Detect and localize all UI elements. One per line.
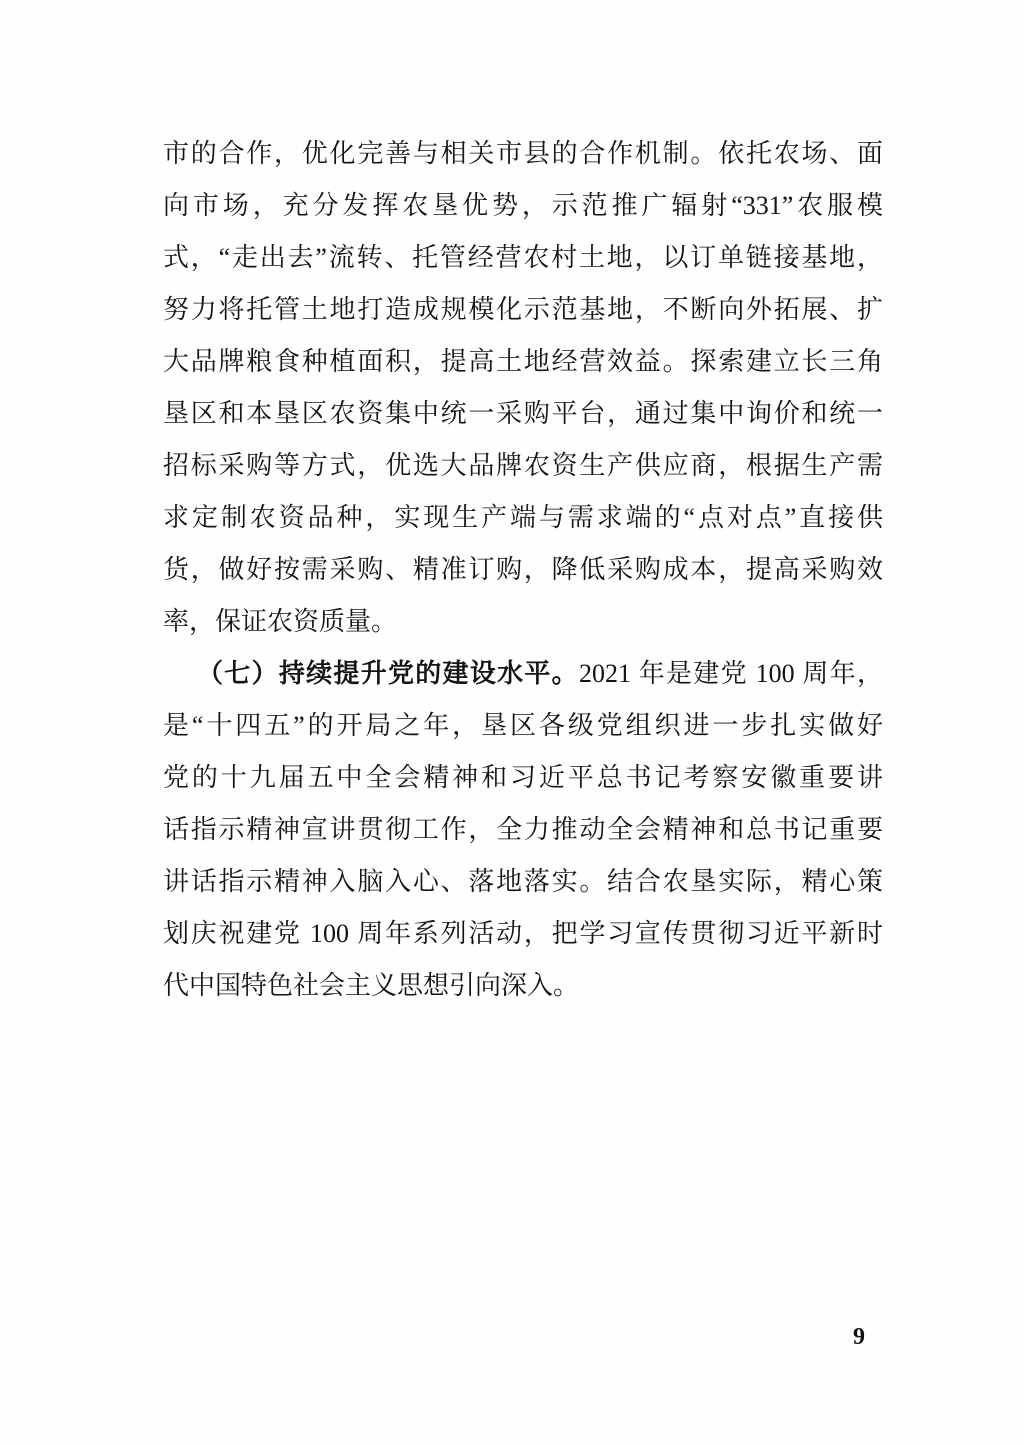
body-line bbox=[163, 648, 883, 700]
body-line: 垦区和本垦区农资集中统一采购平台，通过集中询价和统一 bbox=[163, 399, 883, 428]
body-line: 向市场，充分发挥农垦优势，示范推广辐射“331”农服模 bbox=[163, 191, 883, 220]
body-line: 率，保证农资质量。 bbox=[163, 607, 398, 636]
body-line: 货，做好按需采购、精准订购，降低采购成本，提高采购效 bbox=[163, 555, 883, 584]
body-line: 讲话指示精神入脑入心、落地落实。结合农垦实际，精心策 bbox=[163, 867, 883, 896]
body-line: 努力将托管土地打造成规模化示范基地，不断向外拓展、扩 bbox=[163, 295, 883, 324]
body-line: 党的十九届五中全会精神和习近平总书记考察安徽重要讲 bbox=[163, 763, 883, 792]
body-text bbox=[163, 128, 883, 1012]
body-line: 求定制农资品种，实现生产端与需求端的“点对点”直接供 bbox=[163, 503, 883, 532]
body-line: 是“十四五”的开局之年，垦区各级党组织进一步扎实做好 bbox=[163, 711, 883, 740]
body-line: 划庆祝建党 100 周年系列活动，把学习宣传贯彻习近平新时 bbox=[163, 919, 883, 948]
body-text-run: 2021 年是建党 100 周年， bbox=[578, 659, 883, 688]
body-line: 代中国特色社会主义思想引向深入。 bbox=[163, 971, 580, 1000]
body-line: 大品牌粮食种植面积，提高土地经营效益。探索建立长三角 bbox=[163, 347, 883, 376]
body-line: 招标采购等方式，优选大品牌农资生产供应商，根据生产需 bbox=[163, 451, 883, 480]
section-heading: （七）持续提升党的建设水平。 bbox=[197, 659, 579, 688]
body-line: 式，“走出去”流转、托管经营农村土地，以订单链接基地， bbox=[163, 243, 883, 272]
body-line: 话指示精神宣讲贯彻工作，全力推动全会精神和总书记重要 bbox=[163, 815, 883, 844]
page-number: 9 bbox=[853, 1324, 865, 1350]
body-line: 市的合作，优化完善与相关市县的合作机制。依托农场、面 bbox=[163, 139, 883, 168]
